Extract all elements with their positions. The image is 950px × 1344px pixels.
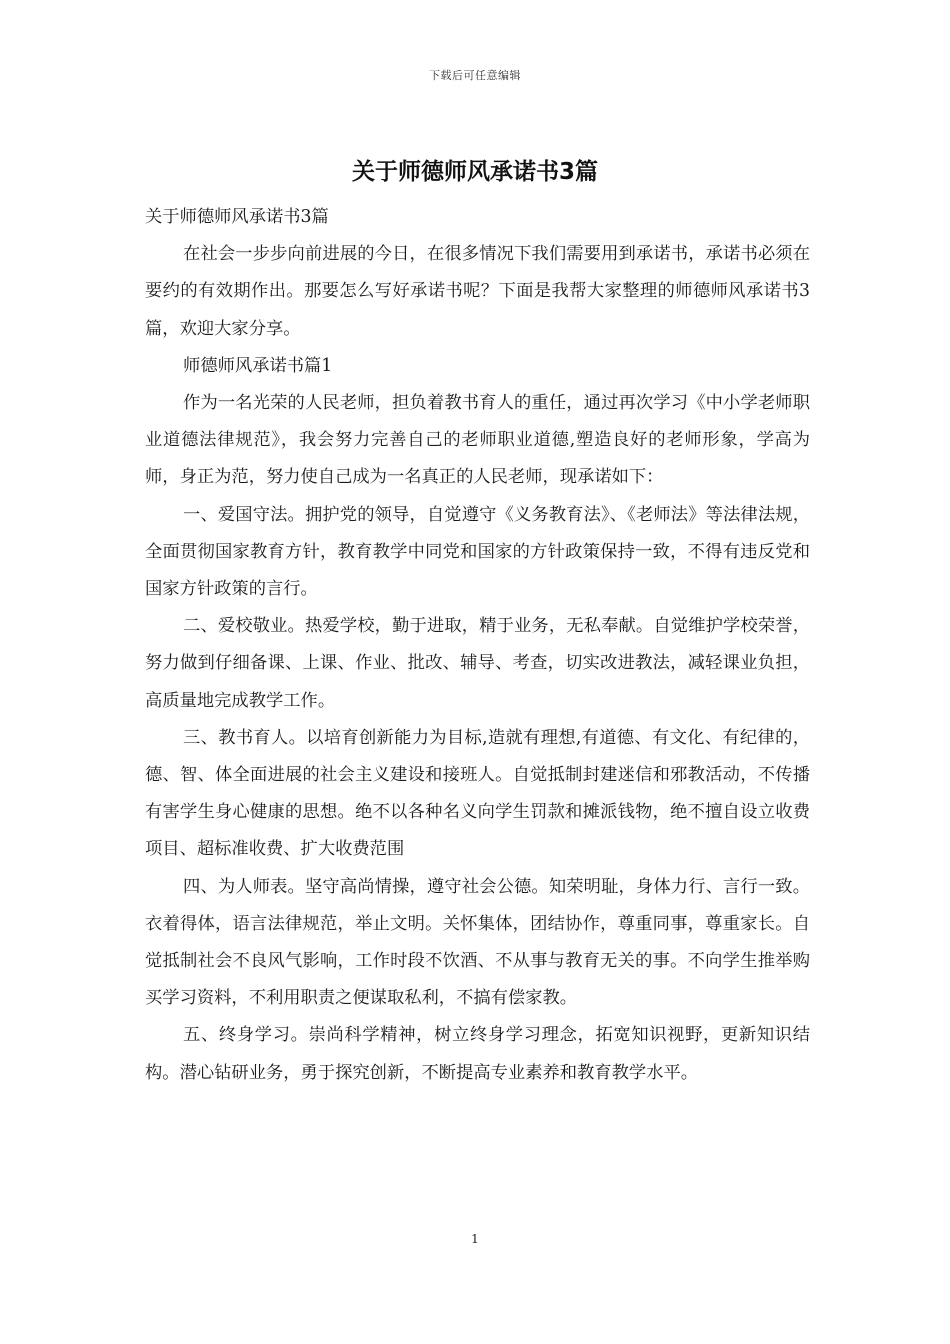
body-paragraph: 二、爱校敬业。热爱学校，勤于进取，精于业务，无私奉献。自觉维护学校荣誉，努力做到仔细备课、上课、作业、批改、辅导、考查，切实改进教法，减轻课业负担，高质量地完成教学工作。 — [145, 616, 810, 711]
header-note: 下载后可任意编辑 — [429, 69, 521, 82]
body-paragraph: 五、终身学习。崇尚科学精神，树立终身学习理念，拓宽知识视野，更新知识结构。潜心钻研业务，勇于探究创新，不断提高专业素养和教育教学水平。 — [145, 1025, 810, 1083]
body-paragraph: 一、爱国守法。拥护党的领导，自觉遵守《义务教育法》、《老师法》等法律法规，全面贯彻国家教育方针，教育教学中同党和国家的方针政策保持一致，不得有违反党和国家方针政策的言行。 — [145, 504, 810, 600]
subtitle-paragraph: 关于师德师风承诺书3篇 — [145, 207, 329, 227]
document-body — [145, 199, 810, 1092]
intro-paragraph: 在社会一步步向前进展的今日，在很多情况下我们需要用到承诺书，承诺书必须在要约的有效期作出。那要怎么写好承诺书呢？下面是我帮大家整理的师德师风承诺书3篇，欢迎大家分享。 — [145, 244, 810, 339]
document-title: 关于师德师风承诺书3篇 — [351, 159, 598, 185]
section-heading: 师德师风承诺书篇1 — [183, 355, 333, 376]
body-paragraph: 作为一名光荣的人民老师，担负着教书育人的重任，通过再次学习《中小学老师职业道德法律规范》，我会努力完善自己的老师职业道德,塑造良好的老师形象，学高为师，身正为范，努力使自己成为一名真正的人民老师，现承诺如下： — [145, 393, 810, 488]
body-paragraph: 三、教书育人。以培育创新能力为目标,造就有理想,有道德、有文化、有纪律的，德、智、体全面进展的社会主义建设和接班人。自觉抵制封建迷信和邪教活动，不传播有害学生身心健康的思想。绝不以各种名义向学生罚款和摊派钱物，绝不擅自设立收费项目、超标准收费、扩大收费范围 — [145, 727, 810, 860]
body-paragraph: 四、为人师表。坚守高尚情操，遵守社会公德。知荣明耻，身体力行、言行一致。衣着得体，语言法律规范，举止文明。关怀集体，团结协作，尊重同事，尊重家长。自觉抵制社会不良风气影响，工作时段不饮酒、不从事与教育无关的事。不向学生推举购买学习资料，不利用职责之便谋取私利，不搞有偿家教。 — [145, 876, 810, 1009]
page-number: 1 — [471, 1232, 479, 1246]
